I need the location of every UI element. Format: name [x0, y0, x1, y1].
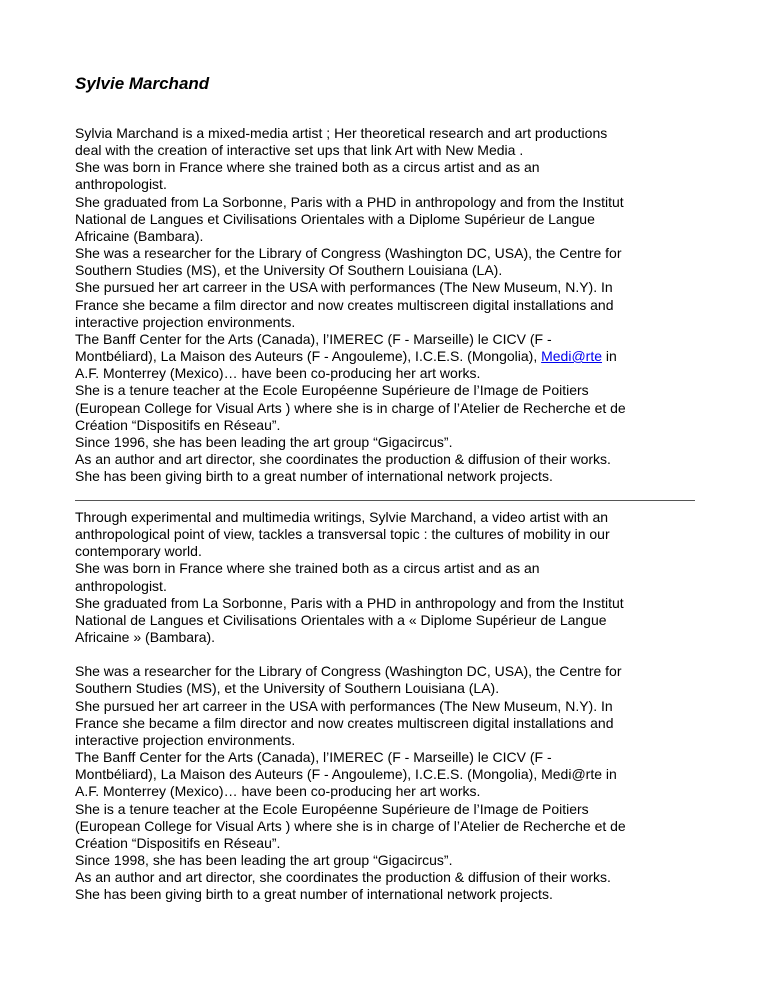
text-line: A.F. Monterrey (Mexico)… have been co-producing her art works. — [75, 365, 481, 382]
text-line: She graduated from La Sorbonne, Paris with a PHD in anthropology and from the Institut — [75, 594, 624, 611]
text-line: She pursued her art carreer in the USA with performances (The New Museum, N.Y). In — [75, 697, 613, 714]
biography-2-lines-after — [75, 663, 700, 903]
page-title: Sylvie Marchand — [75, 74, 210, 93]
text-line: National de Langues et Civilisations Orientales with a Diplome Supérieur de Langue — [75, 210, 595, 227]
biography-section-1 — [75, 125, 700, 485]
text-line: She is a tenure teacher at the Ecole Européenne Supérieure de l’Image de Poitiers — [75, 800, 589, 817]
text-line: interactive projection environments. — [75, 313, 296, 330]
text-line: She has been giving birth to a great number of international network projects. — [75, 468, 553, 485]
partner-line-start: Montbéliard), La Maison des Auteurs (F - Angouleme), I.C.E.S. (Mongolia), — [75, 348, 542, 365]
text-line: France she became a film director and now creates multiscreen digital installations and — [75, 296, 614, 313]
text-line: She graduated from La Sorbonne, Paris with a PHD in anthropology and from the Institut — [75, 193, 624, 210]
text-line: Africaine » (Bambara). — [75, 629, 216, 646]
text-line: The Banff Center for the Arts (Canada), l’IMEREC (F - Marseille) le CICV (F - — [75, 749, 552, 766]
text-line: Since 1998, she has been leading the art group “Gigacircus”. — [75, 851, 453, 868]
text-line: National de Langues et Civilisations Orientales with a « Diplome Supérieur de Langue — [75, 611, 607, 628]
text-line: Montbéliard), La Maison des Auteurs (F - Angouleme), I.C.E.S. (Mongolia), Medi@rte in — [75, 766, 617, 783]
text-line: anthropologist. — [75, 176, 167, 193]
text-line: Since 1996, she has been leading the art group “Gigacircus”. — [75, 433, 453, 450]
paragraph-gap — [75, 646, 700, 663]
text-line: She pursued her art carreer in the USA with performances (The New Museum, N.Y). In — [75, 279, 613, 296]
biography-2-lines — [75, 509, 700, 646]
text-line: France she became a film director and now creates multiscreen digital installations and — [75, 714, 614, 731]
text-line: (European College for Visual Arts ) where she is in charge of l’Atelier de Recherche et de — [75, 399, 626, 416]
biography-1-lines — [75, 125, 700, 348]
text-line: She was born in France where she trained both as a circus artist and as an — [75, 159, 540, 176]
text-line: She is a tenure teacher at the Ecole Européenne Supérieure de l’Image de Poitiers — [75, 382, 589, 399]
text-line: She was born in France where she trained both as a circus artist and as an — [75, 560, 540, 577]
text-line: She was a researcher for the Library of Congress (Washington DC, USA), the Centre for — [75, 245, 622, 262]
section-divider — [75, 500, 695, 501]
text-line: anthropologist. — [75, 577, 167, 594]
text-line: anthropological point of view, tackles a transversal topic : the cultures of mobility in our — [75, 526, 610, 543]
text-line: Through experimental and multimedia writings, Sylvie Marchand, a video artist with an — [75, 509, 609, 525]
partner-line-end: in — [602, 348, 617, 365]
biography-section-2 — [75, 509, 700, 903]
biography-1-lines-after — [75, 365, 700, 485]
text-line: Sylvia Marchand is a mixed-media artist ; Her theoretical research and art productions — [75, 125, 608, 141]
text-line: As an author and art director, she coordinates the production & diffusion of their works. — [75, 869, 611, 886]
text-line: Southern Studies (MS), et the University of Southern Louisiana (LA). — [75, 680, 500, 697]
text-line: She has been giving birth to a great number of international network projects. — [75, 886, 553, 903]
text-line: A.F. Monterrey (Mexico)… have been co-producing her art works. — [75, 783, 481, 800]
text-line: Création “Dispositifs en Réseau”. — [75, 416, 281, 433]
text-line: She was a researcher for the Library of Congress (Washington DC, USA), the Centre for — [75, 663, 622, 680]
text-line: interactive projection environments. — [75, 731, 296, 748]
text-line: Southern Studies (MS), et the University Of Southern Louisiana (LA). — [75, 262, 503, 279]
text-line: Création “Dispositifs en Réseau”. — [75, 834, 281, 851]
text-line: deal with the creation of interactive set ups that link Art with New Media . — [75, 142, 524, 159]
text-line: Africaine (Bambara). — [75, 227, 204, 244]
text-line: As an author and art director, she coordinates the production & diffusion of their works. — [75, 450, 611, 467]
mediarte-link[interactable]: Medi@rte — [541, 348, 603, 365]
text-line: The Banff Center for the Arts (Canada), l’IMEREC (F - Marseille) le CICV (F - — [75, 330, 552, 347]
text-line: (European College for Visual Arts ) where she is in charge of l’Atelier de Recherche et de — [75, 817, 626, 834]
partner-line — [75, 348, 700, 365]
text-line: contemporary world. — [75, 543, 202, 560]
